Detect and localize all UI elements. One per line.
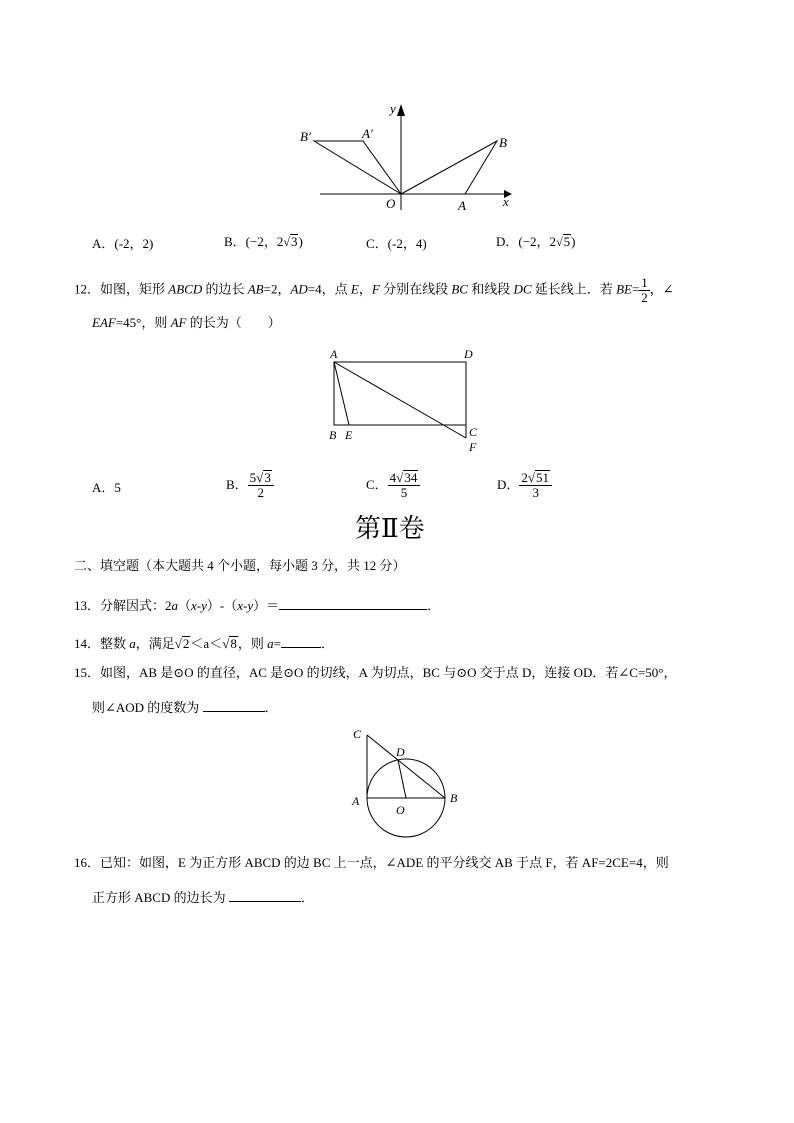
q12-option-c-radicand: 34: [404, 470, 418, 485]
q14-text: ，满足: [135, 636, 175, 651]
circle-label-b: B: [450, 791, 458, 805]
q15-text: 则∠AOD 的度数为: [92, 700, 203, 715]
q14: 14．整数 a，满足√2＜a＜√8，则 a= ．: [74, 633, 334, 653]
q14-radicand-2: 8: [230, 636, 237, 651]
point-a-label: A: [458, 198, 466, 213]
q12-option-d-den: 3: [532, 485, 539, 500]
q12-option-d: D． $\frac{2√51}{3}$: [497, 470, 552, 500]
q15-answer-blank[interactable]: [203, 697, 265, 712]
q12-fraction-num: 1: [641, 275, 648, 290]
q13-var: x-y: [237, 598, 254, 613]
rect-label-c: C: [469, 425, 478, 439]
q13-var: x-y: [191, 598, 207, 613]
q14-text: ＜a＜: [190, 636, 223, 651]
q12-option-d-radicand: 51: [536, 470, 550, 485]
q13-text: （: [178, 598, 192, 613]
q12-line-2: [92, 314, 281, 332]
q12-option-c-letter: C．: [366, 477, 388, 492]
q16-text: 正方形 ABCD 的边长为: [92, 890, 229, 905]
q11-option-b-radicand: 3: [290, 234, 298, 249]
q14-var: a: [129, 636, 136, 651]
q11-option-a: [92, 235, 153, 253]
q12-option-a-value: 5: [114, 480, 121, 495]
q11-option-c-value: (-2，4): [387, 236, 427, 251]
q12-option-b-letter: B．: [226, 477, 248, 492]
q11-option-d-pre: (−2，2: [518, 234, 557, 249]
q12-text: 的边长: [202, 281, 248, 297]
q12-option-b: B． $\frac{5√3}{2}$: [226, 470, 274, 500]
y-axis-label: y: [390, 101, 396, 116]
q12-var: DC: [513, 281, 532, 297]
q12-option-d-letter: D．: [497, 477, 520, 492]
q12-option-b-den: 2: [257, 485, 264, 500]
q14-text: 14．整数: [74, 636, 130, 651]
point-b-prime-label: B′: [300, 129, 311, 144]
q12-var: AD: [290, 281, 308, 297]
circle-label-c: C: [353, 727, 362, 741]
section-2-heading: 二、填空题（本大题共 4 个小题，每小题 3 分，共 12 分）: [74, 558, 406, 573]
q12-var: AF: [170, 315, 187, 330]
q12-text: 延长线上．若: [531, 281, 617, 297]
q12-option-c-den: 5: [400, 485, 408, 500]
q12-var: AB: [247, 281, 264, 297]
q12-text: =2，: [263, 281, 291, 297]
q16-line-2: [92, 887, 314, 907]
x-axis-label: x: [503, 194, 509, 209]
q14-var: a: [267, 636, 274, 651]
q15-text: ．: [264, 700, 278, 715]
origin-label: O: [386, 196, 396, 211]
q12-option-a-letter: A．: [92, 480, 115, 495]
q11-option-d-post: ): [571, 234, 576, 249]
circle-label-d: D: [396, 745, 405, 759]
q12-fraction-den: 2: [641, 290, 648, 305]
q12-option-d-coef: 2: [521, 470, 528, 485]
q12-text: 12．如图，矩形: [74, 281, 169, 297]
q13-text: 13．分解因式：2: [74, 598, 172, 613]
q11-option-d: D．(−2，2√5): [496, 234, 576, 249]
q15-line-2: [92, 697, 278, 717]
section-title: 第Ⅱ卷: [355, 514, 425, 543]
q13-text: ）-（: [206, 598, 238, 613]
q14-text: ，则: [237, 636, 268, 651]
q16-line-1: 16．已知：如图，E 为正方形 ABCD 的边 BC 上一点，∠ADE 的平分线交 AB 于点 F，若 AF=2CE=4，则: [74, 855, 669, 870]
figure-circle: [345, 722, 470, 840]
q11-option-c-letter: C．: [366, 236, 388, 251]
q11-option-b-pre: (−2，2: [245, 234, 284, 249]
q16-text: ．: [300, 890, 314, 905]
rect-label-f: F: [469, 440, 477, 454]
rect-label-d: D: [464, 347, 473, 361]
q12-var: F: [371, 281, 380, 297]
q13-text: ．: [427, 598, 441, 613]
q14-radicand-1: 2: [182, 636, 190, 651]
q12-text: 分别在线段: [379, 281, 452, 297]
q12-text: =45°，则: [115, 315, 171, 330]
q12-text: =4，点: [307, 281, 351, 297]
point-b-label: B: [499, 135, 507, 150]
q11-option-d-letter: D．: [496, 234, 519, 249]
q12-text: 和线段: [467, 281, 514, 297]
q11-option-a-letter: A．: [92, 236, 115, 251]
rect-label-e: E: [345, 428, 353, 442]
q12-text: ，: [358, 281, 372, 297]
q12-var: BE: [616, 281, 632, 297]
rect-label-a: A: [330, 347, 338, 361]
q16-answer-blank[interactable]: [229, 887, 301, 902]
rect-label-b: B: [329, 428, 337, 442]
q12-option-a: [92, 479, 121, 497]
q12-fraction: [639, 276, 650, 305]
q11-option-a-value: (-2，2): [114, 236, 154, 251]
q13-answer-blank[interactable]: [279, 595, 427, 610]
q12-line-1: [74, 276, 674, 305]
q11-option-b: B．(−2，2√3): [224, 234, 303, 249]
q12-var: BC: [451, 281, 468, 297]
q12-var: ABCD: [168, 281, 203, 297]
q11-option-b-letter: B．: [224, 234, 246, 249]
q13: [74, 595, 440, 615]
q13-text: ）＝: [253, 598, 280, 613]
q12-option-c-coef: 4: [389, 470, 397, 485]
q12-text: ，∠: [649, 281, 674, 297]
q12-var: EAF: [92, 315, 116, 330]
figure-rectangle: [322, 342, 492, 458]
q11-option-c: [366, 235, 427, 253]
q12-option-c: C． $\frac{4√34}{5}$: [366, 470, 420, 500]
q14-text: =: [273, 636, 281, 651]
q11-option-d-radicand: 5: [563, 234, 571, 249]
q14-text: ．: [320, 636, 334, 651]
q12-option-b-radicand: 3: [264, 470, 271, 485]
q12-var: E: [350, 281, 359, 297]
circle-label-a: A: [352, 794, 360, 808]
figure-coordinate-axes: [290, 98, 530, 216]
q12-option-b-coef: 5: [249, 470, 257, 485]
q12-text: 的长为（ ）: [186, 315, 281, 330]
q11-option-b-post: ): [298, 234, 303, 249]
q12-text: =: [631, 281, 640, 297]
circle-label-o: O: [396, 803, 405, 817]
q15-line-1: 15．如图，AB 是⊙O 的直径，AC 是⊙O 的切线，A 为切点，BC 与⊙O 交于点 D，连接 OD．若∠C=50°，: [74, 665, 677, 680]
point-a-prime-label: A′: [362, 126, 373, 141]
q14-answer-blank[interactable]: [281, 633, 321, 648]
q13-var: a: [171, 598, 179, 613]
